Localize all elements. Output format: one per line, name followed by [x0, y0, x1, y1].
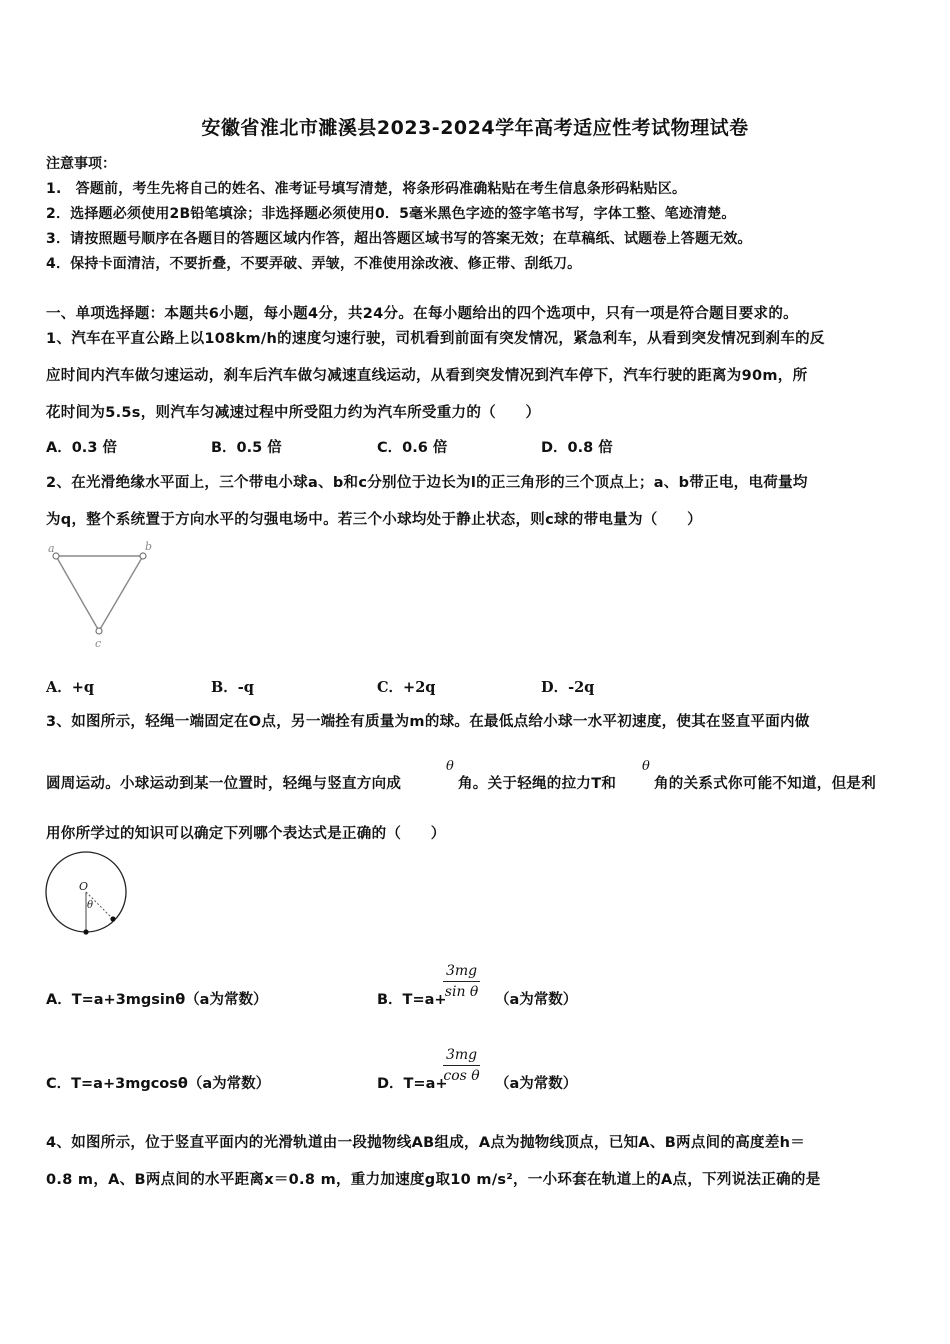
- fraction-d: [443, 1047, 480, 1084]
- question-3-option-d: D．T=a+: [377, 1076, 448, 1092]
- fraction-d-numerator: 3mg: [443, 1047, 480, 1066]
- question-3-line: 3、如图所示，轻绳一端固定在O点，另一端拴有质量为m的球。在最低点给小球一水平初速度，使其在竖直平面内做: [46, 714, 810, 730]
- label-b: b: [145, 540, 153, 553]
- page-title: 安徽省淮北市濉溪县2023-2024学年高考适应性考试物理试卷: [201, 117, 749, 139]
- question-1-line: 花时间为5.5s，则汽车匀减速过程中所受阻力约为汽车所受重力的（ ）: [46, 405, 541, 421]
- question-2-option-c: C．+2q: [377, 679, 436, 696]
- question-2-line: 为q，整个系统置于方向水平的匀强电场中。若三个小球均处于静止状态，则c球的带电量为（ ）: [46, 512, 702, 528]
- circle-figure: [40, 848, 140, 943]
- ball: [110, 916, 115, 921]
- triangle-side-bc: [99, 556, 143, 631]
- question-3-option-a: A．T=a+3mgsinθ（a为常数）: [46, 992, 268, 1008]
- ball-b: [140, 553, 146, 559]
- question-3-option-c: C．T=a+3mgcosθ（a为常数）: [46, 1076, 271, 1092]
- theta-symbol: θ: [446, 759, 454, 774]
- note-item: 2．选择题必须使用2B铅笔填涂；非选择题必须使用0．5毫米黑色字迹的签字笔书写，字体工整、笔迹清楚。: [46, 206, 736, 222]
- question-4-line: 0.8 m，A、B两点间的水平距离x＝0.8 m，重力加速度g取10 m/s²，一小环套在轨道上的A点，下列说法正确的是: [46, 1172, 821, 1188]
- question-3-option-d-suffix: （a为常数）: [495, 1076, 578, 1092]
- fraction-b-denominator: sin θ: [444, 984, 479, 1000]
- note-item: 3．请按照题号顺序在各题目的答题区域内作答，超出答题区域书写的答案无效；在草稿纸、试题卷上答题无效。: [46, 231, 752, 247]
- ball-c: [96, 628, 102, 634]
- question-1-line: 应时间内汽车做匀速运动，刹车后汽车做匀减速直线运动，从看到突发情况到汽车停下，汽车行驶的距离为90m，所: [46, 368, 808, 384]
- question-3-line-part: 圆周运动。小球运动到某一位置时，轻绳与竖直方向成: [46, 776, 402, 792]
- label-a: a: [48, 542, 55, 555]
- section-heading: 一、单项选择题：本题共6小题，每小题4分，共24分。在每小题给出的四个选项中，只有一项是符合题目要求的。: [46, 306, 798, 322]
- question-1-option-c: C．0.6 倍: [377, 440, 448, 456]
- question-3-line-part: 角。关于轻绳的拉力T和: [458, 776, 617, 792]
- question-2-line: 2、在光滑绝缘水平面上，三个带电小球a、b和c分别位于边长为l的正三角形的三个顶点上；a、b带正电，电荷量均: [46, 475, 808, 491]
- question-2-option-d: D．-2q: [541, 679, 595, 696]
- question-1-option-a: A．0.3 倍: [46, 440, 117, 456]
- fraction-b: [443, 963, 480, 1000]
- notes-heading: 注意事项：: [46, 156, 116, 172]
- fraction-d-denominator: cos θ: [443, 1068, 480, 1084]
- label-theta: θ: [87, 900, 94, 911]
- note-item: 4．保持卡面清洁，不要折叠，不要弄破、弄皱，不准使用涂改液、修正带、刮纸刀。: [46, 256, 582, 272]
- question-3-line: 用你所学过的知识可以确定下列哪个表达式是正确的（ ）: [46, 826, 446, 842]
- question-3-option-b-suffix: （a为常数）: [495, 992, 578, 1008]
- question-2-option-b: B．-q: [211, 679, 254, 696]
- question-3-line-part: 角的关系式你可能不知道，但是利: [654, 776, 876, 792]
- triangle-side-ac: [56, 556, 99, 631]
- question-3-option-b: B．T=a+: [377, 992, 447, 1008]
- question-1-line: 1、汽车在平直公路上以108km/h的速度匀速行驶，司机看到前面有突发情况，紧急利车，从看到突发情况到刹车的反: [46, 331, 825, 347]
- triangle-figure: [44, 540, 164, 655]
- question-1-option-d: D．0.8 倍: [541, 440, 613, 456]
- label-o: O: [79, 880, 89, 893]
- question-2-option-a: A．+q: [46, 679, 95, 696]
- question-1-option-b: B．0.5 倍: [211, 440, 282, 456]
- theta-symbol: θ: [642, 759, 650, 774]
- fraction-b-numerator: 3mg: [443, 963, 480, 982]
- question-4-line: 4、如图所示，位于竖直平面内的光滑轨道由一段抛物线AB组成，A点为抛物线顶点，已知A、B两点间的高度差h＝: [46, 1135, 806, 1151]
- label-c: c: [95, 637, 102, 650]
- lowest-point: [83, 929, 88, 934]
- note-item: 1. 答题前，考生先将自己的姓名、准考证号填写清楚，将条形码准确粘贴在考生信息条形码粘贴区。: [46, 181, 687, 197]
